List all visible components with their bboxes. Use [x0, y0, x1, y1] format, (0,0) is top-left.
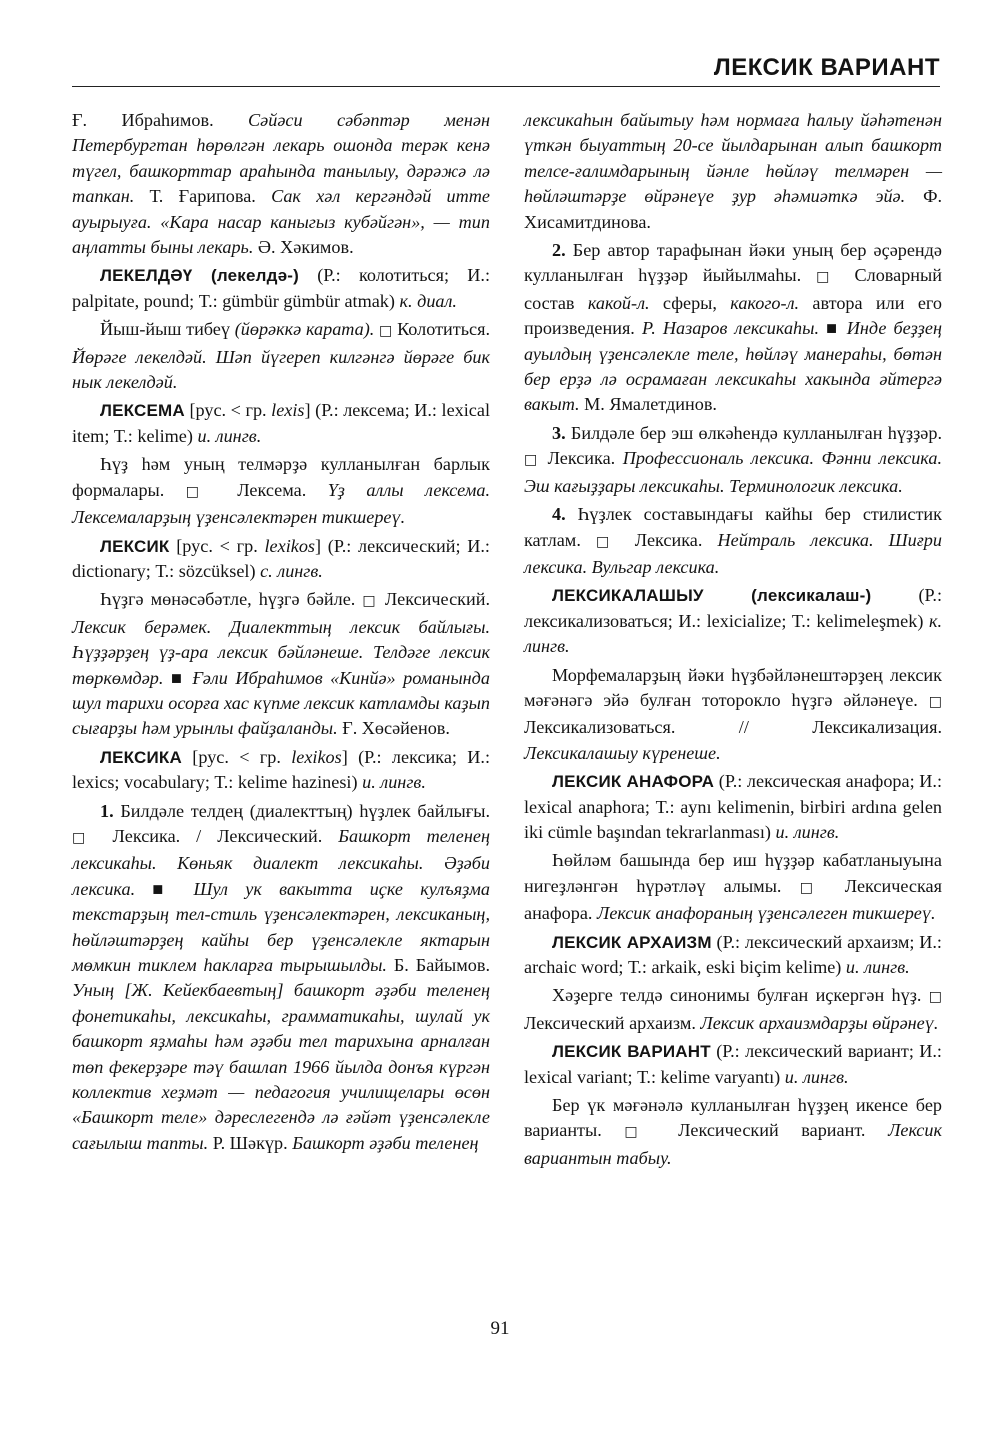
entry-leksik-anafora-def	[524, 848, 942, 926]
left-column	[72, 108, 490, 1159]
text-run: Бер автор тарафынан йәки уның бер әҫәрендә кулланылған һүҙҙәр йыйылмаһы.	[524, 240, 942, 286]
italic-text: к. диал.	[399, 290, 457, 311]
italic-text: и. лингв.	[362, 772, 426, 793]
italic-text: Сәйәси сәбәптәр менән Петербургтан һөрөлгән лекарь ошонда терәк кенә түгел, башкорттар араһында танылыу, дәрәжә лә тапкан.	[72, 110, 490, 207]
right-column	[524, 108, 942, 1174]
sense-number: 4.	[552, 504, 566, 525]
square-marker-icon: □	[816, 269, 855, 286]
headword: ЛЕКСИК АНАФОРА	[552, 772, 715, 792]
text-run: Р. Шәкүр.	[208, 1132, 293, 1153]
italic-text: lexis	[271, 400, 305, 421]
headword: ЛЕКСИК АРХАИЗМ	[552, 932, 712, 952]
text-run: сферы,	[649, 292, 731, 313]
square-marker-icon: □	[928, 693, 942, 710]
square-marker-icon: □	[72, 829, 113, 846]
text-run: ■	[819, 318, 847, 339]
italic-text: Лексик анафораның үҙенсәлеген тикшереү.	[597, 903, 936, 924]
text-run: Морфемаларҙың йәки һүҙбәйләнештәрҙең лексик мәғәнәгә эйә булған тотороклo һүҙгә әйләнеүе.	[524, 664, 942, 710]
italic-text: с. лингв.	[260, 560, 323, 581]
italic-text: к. лингв.	[524, 610, 942, 657]
text-run: Ғ. Хөсәйенов.	[337, 718, 450, 739]
italic-text: Лексик берәмек. Диалекттың лексик байлығы. Һүҙҙәрҙең үҙ-ара лексик бәйләнеше. Телдәге лексик төркөмдәр.	[72, 616, 490, 688]
text-run: Лексема.	[237, 479, 328, 500]
square-marker-icon: □	[595, 533, 635, 550]
text-run: Ә. Хәкимов.	[253, 237, 354, 258]
italic-text: Лексик архаизмдарҙы өйрәнеү.	[700, 1012, 939, 1033]
entry-leksema-def	[72, 452, 490, 530]
entry-leksika-sense-1	[72, 799, 490, 1157]
square-marker-icon: □	[524, 452, 548, 469]
italic-text: Башкорт теленең лексикаһы. Көньяк диалект лексикаһы. Әҙәби лексика.	[72, 825, 490, 899]
entry-leksika-sense-3	[524, 421, 942, 499]
text-run: (Р.: лексическая анафора; И.: lexical anaphora; Т.: aynı kelimenin, birbiri ardına gelen iki cümle başından tekrarlanması)	[524, 771, 942, 842]
entry-leksikalashyu-head	[524, 583, 942, 659]
italic-text: Йөрәге лекелдәй. Шәп йүгереп килгәнгә йөрәге бик нык лекелдәй.	[72, 346, 490, 393]
text-run: Бер үк мәғәнәлә кулланылған һүҙҙең икенсе бер варианты.	[524, 1095, 942, 1141]
headword: ЛЕКСЕМА	[100, 401, 185, 421]
text-run: Лексическая анафора.	[524, 875, 942, 924]
italic-text: и. лингв.	[784, 1066, 849, 1087]
entry-leksikalashyu-def	[524, 663, 942, 767]
headword: ЛЕКЕЛДӘҮ (лекелдә-)	[100, 266, 300, 286]
text-run: Билдәле бер эш өлкәһендә кулланылған һүҙҙәр.	[565, 422, 942, 443]
italic-text: lexikos	[264, 535, 315, 556]
italic-text: лексикаһын байытыу һәм нормаға һалыу йәһәтенән үткән быуаттың 20-се йылдарынан алып башкорт телсе-ғалимдарының йәнле һөйләү телмәрен — һөйләштәрҙе өйрәнеүе ҙур әһәмиәткә эйә.	[524, 110, 942, 207]
text-run: Һүҙлек составындағы кайһы бер стилистик катлам.	[524, 504, 942, 550]
text-run: Лексический вариант.	[678, 1120, 889, 1141]
text-run: Йыш-йыш тибеү	[100, 319, 235, 340]
entry-lekeldeu-def	[72, 317, 490, 395]
text-run: Словарный состав	[524, 265, 942, 313]
entry-leksik-anafora-head	[524, 769, 942, 845]
entry-lekeldeu-head	[72, 263, 490, 314]
text-run: Һүҙгә мөнәсәбәтле, һүҙгә бәйле.	[100, 589, 363, 610]
italic-text: (йөрәккә карата).	[234, 319, 375, 340]
italic-text: и. лингв.	[197, 425, 262, 446]
text-run: Лексика.	[634, 529, 718, 550]
text-run: Лексический архаизм.	[524, 1012, 701, 1033]
square-marker-icon: □	[362, 593, 385, 610]
text-run: Лексический.	[384, 589, 490, 610]
text-run: (Р.: лексический архаизм; И.: archaic word; Т.: arkaik, eski biçim kelime)	[524, 931, 942, 977]
text-run: автора или его произведения.	[524, 292, 942, 339]
sense-number: 3.	[552, 422, 566, 443]
entry-leksik-arkhaizm-def	[524, 983, 942, 1036]
text-run: Һөйләм башында бер иш һүҙҙәр кабатланыуына нигеҙләнгән һүрәтләү алымы.	[524, 850, 942, 896]
italic-text: Нейтраль лексика. Шиғри лексика. Вульгар лексика.	[524, 529, 942, 577]
italic-text: Лексикалашыу күренеше.	[524, 742, 721, 763]
sense-number: 1.	[100, 800, 114, 821]
text-run: Ғ. Ибраһимов.	[72, 110, 249, 130]
text-run: Лексикализоваться. // Лексикализация.	[524, 717, 942, 738]
right-p1	[524, 108, 942, 235]
italic-text: Лексик вариантын табыу.	[524, 1120, 942, 1168]
headword: ЛЕКСИКАЛАШЫУ (лексикалаш-)	[552, 586, 872, 606]
entry-leksika-sense-4	[524, 502, 942, 580]
headword: ЛЕКСИКА	[100, 747, 182, 767]
italic-text: Башкорт әҙәби теленең	[292, 1132, 479, 1153]
italic-text: Инде беҙҙең ауылдың үҙенсәлекле теле, һөйләү манераһы, бөтән бер ерҙә лә осрамаған лексикаһы хакында әйтергә вакыт.	[524, 318, 942, 415]
italic-text: Сак хәл кергәндәй итте ауырыуға. «Кара насар каныгыз кубәйгән», — тип аңлатты быны лекарь.	[72, 186, 490, 258]
italic-text: Ғәли Ибраһимов «Кинйә» романында шул тарихи осорға хас күпме лексик катламды каҙып сығарҙы һәм урынлы файҙаланды.	[72, 667, 490, 739]
square-marker-icon: □	[185, 483, 238, 500]
text-run: ] (Р.: лексический; И.: dictionary; Т.: sözcüksel)	[72, 535, 490, 581]
running-head: ЛЕКСИК ВАРИАНТ	[713, 54, 940, 81]
italic-text: lexikos	[291, 746, 342, 767]
entry-leksik-variant-def	[524, 1093, 942, 1171]
entry-leksik-variant-head	[524, 1039, 942, 1090]
italic-text: какого-л.	[730, 292, 800, 313]
square-marker-icon: □	[928, 989, 942, 1006]
text-run: ■	[163, 667, 193, 688]
text-run: ] (Р.: лексика; И.: lexics; vocabulary; Т.: kelime hazinesi)	[72, 746, 491, 793]
text-run: Хәҙерге телдә синонимы булған иҫкергән һүҙ.	[552, 985, 929, 1006]
text-run: (Р.: лексический вариант; И.: lexical variant; Т.: kelime varyantı)	[524, 1041, 942, 1087]
text-run: ■	[135, 878, 194, 899]
text-run: (Р.: колотиться; И.: palpitate, pound; Т.: gümbür gümbür atmak)	[72, 265, 490, 311]
text-run: [рус. < гр.	[181, 746, 292, 767]
italic-text: Шул ук вакытта иҫке кулъяҙма текстарҙың тел-стиль үҙенсәлектәрен, лексиканың, һөйләштәрҙең кайһы бер үҙенсәлекле яктарын мөмкин тиклем һакларға тырышылды.	[72, 878, 490, 975]
text-run: (Р.: лексикализоваться; И.: lexicialize; Т.: kelimeleşmek)	[524, 585, 942, 631]
page-header	[72, 50, 940, 87]
italic-text: Р. Назаров лексикаһы.	[641, 318, 820, 339]
text-run: Лексика.	[547, 448, 623, 469]
text-run: Колотиться.	[397, 319, 490, 340]
italic-text: и. лингв.	[775, 821, 840, 842]
text-run: ] (Р.: лексема; И.: lexical item; Т.: kelime)	[72, 400, 490, 446]
text-run: [рус. < гр.	[184, 400, 272, 421]
italic-text: Профессиональ лексика. Фәнни лексика. Эш кағыҙҙары лексикаһы. Терминологик лексика.	[524, 448, 942, 496]
headword: ЛЕКСИК	[100, 536, 170, 556]
italic-text: и. лингв.	[845, 957, 910, 977]
text-run: Һүҙ һәм уның телмәрҙә кулланылған барлык формалары.	[72, 454, 490, 500]
square-marker-icon: □	[374, 323, 398, 340]
left-p1	[72, 108, 490, 260]
text-run: Б. Байымов.	[386, 955, 490, 975]
headword: ЛЕКСИК ВАРИАНТ	[552, 1042, 711, 1062]
entry-leksika-sense-2	[524, 238, 942, 418]
text-run: Лексика. / Лексический.	[112, 825, 339, 846]
entry-leksika-head	[72, 745, 490, 796]
text-run: [рус. < гр.	[169, 535, 265, 556]
italic-text: какой-л.	[587, 292, 650, 313]
entry-leksik-head	[72, 534, 490, 585]
page-number: 91	[490, 1318, 510, 1339]
italic-text: Үҙ аллы лексема. Лексемаларҙың үҙенсәлектәрен тикшереү.	[72, 479, 490, 528]
text-run: М. Ямалетдинов.	[579, 394, 717, 415]
square-marker-icon: □	[799, 879, 845, 896]
entry-leksema-head	[72, 398, 490, 449]
sense-number: 2.	[552, 240, 566, 261]
entry-leksik-def	[72, 587, 490, 741]
text-run: Билдәле телдең (диалекттың) һүҙлек байлығы.	[113, 800, 490, 821]
entry-leksik-arkhaizm-head	[524, 930, 942, 981]
text-run: Т. Ғарипова.	[134, 186, 272, 207]
text-run: Ф. Хисамитдинова.	[524, 186, 943, 232]
square-marker-icon: □	[624, 1124, 679, 1141]
italic-text: Уның [Ж. Кейекбаевтың] башкорт әҙәби теленең фонетикаһы, лексикаһы, грамматикаһы, шулай ук башкорт яҙмаһы һәм әҙәби тел тарихына арналған төп фекерҙәре тәү башлап 1966 йылда донъя күргән коллектив хеҙмәт — педагогия училищелары өсөн «Башкорт теле» дәреслегендә лә ғәйәт үҙенсәлекле сағылыш тапты.	[72, 980, 490, 1153]
